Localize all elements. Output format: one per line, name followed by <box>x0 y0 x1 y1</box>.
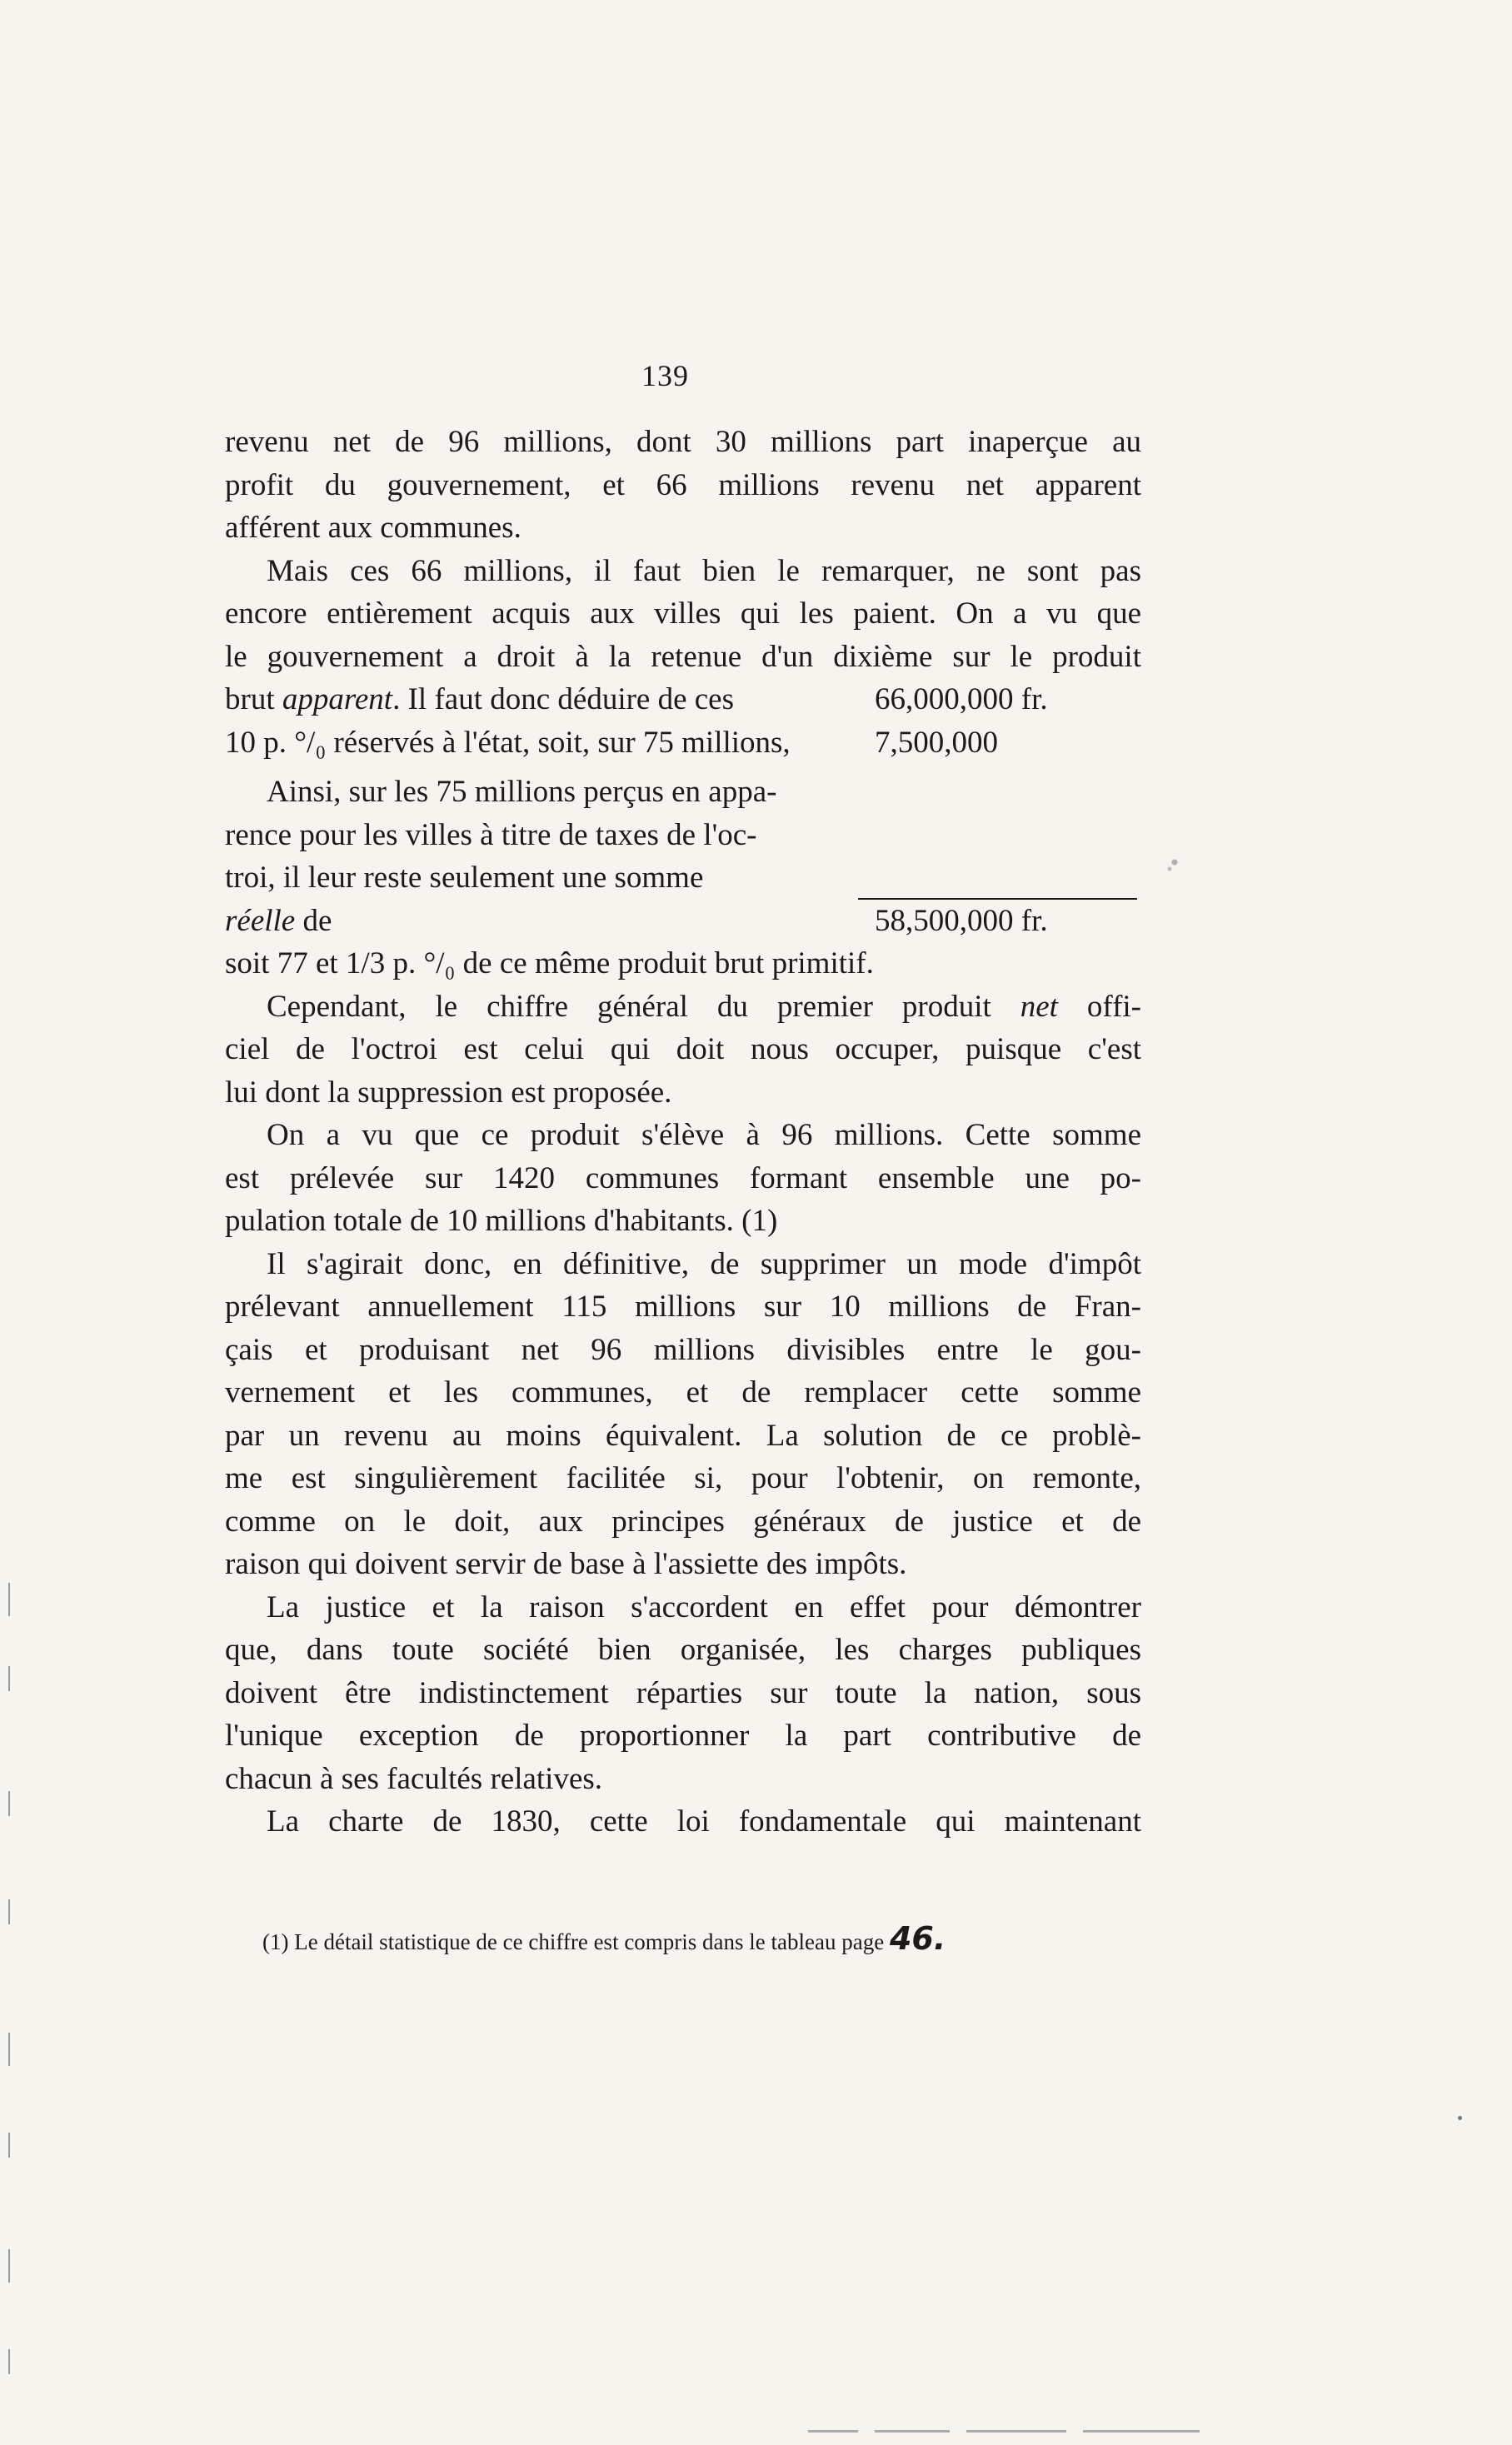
text-line: revenu net de 96 millions, dont 30 millions part inaperçue au <box>225 425 1141 459</box>
amount-gross: 66,000,000 fr. <box>875 682 1048 716</box>
amount-net: 58,500,000 fr. <box>875 903 1048 938</box>
handwritten-page-ref: 46. <box>889 1920 946 1957</box>
text-line-with-rule: troi, il leur reste seulement une somme <box>225 856 1141 900</box>
margin-mark <box>8 2249 10 2283</box>
text-line: çais et produisant net 96 millions divisibles entre le gou- <box>225 1332 1141 1367</box>
paper-stain <box>1162 846 1187 879</box>
text-line: raison qui doivent servir de base à l'assiette des impôts. <box>225 1547 907 1581</box>
footnote <box>262 1920 946 1957</box>
text-line: Ainsi, sur les 75 millions perçus en appa- <box>267 775 777 809</box>
text-line: La charte de 1830, cette loi fondamentale qui maintenant <box>267 1804 1141 1839</box>
deduction-line-2 <box>225 721 1141 765</box>
margin-mark <box>8 1666 10 1691</box>
text-line: comme on le doit, aux principes généraux de justice et de <box>225 1504 1141 1539</box>
paper-speck <box>1458 2116 1462 2120</box>
text-line: soit 77 et 1/3 p. °/₀ de ce même produit brut primitif. <box>225 946 874 980</box>
text-line: ciel de l'octroi est celui qui doit nous occuper, puisque c'est <box>225 1032 1141 1066</box>
text-line: l'unique exception de proportionner la part contributive de <box>225 1719 1141 1753</box>
scan-artifact <box>808 2430 858 2433</box>
amount-reserved: 7,500,000 <box>875 725 998 760</box>
scan-artifact <box>1083 2430 1200 2433</box>
body-text <box>225 421 1141 1844</box>
text-line: que, dans toute société bien organisée, les charges publiques <box>225 1633 1141 1667</box>
margin-mark <box>8 2033 10 2066</box>
deduction-label: 10 p. °/₀ réservés à l'état, soit, sur 75 millions, <box>225 725 791 760</box>
deduction-label: brut apparent. Il faut donc déduire de ces <box>225 682 735 716</box>
text-line: On a vu que ce produit s'élève à 96 millions. Cette somme <box>267 1118 1141 1152</box>
margin-mark <box>8 2349 10 2374</box>
text-line: Il s'agirait donc, en définitive, de supprimer un mode d'impôt <box>267 1246 1141 1281</box>
margin-mark <box>8 1791 10 1816</box>
text-line: vernement et les communes, et de remplacer cette somme <box>225 1375 1141 1410</box>
net-result-line: réelle de 58,500,000 fr. <box>225 900 1141 943</box>
text-line: rence pour les villes à titre de taxes de l'oc- <box>225 817 757 852</box>
text-line: chacun à ses facultés relatives. <box>225 1761 603 1796</box>
margin-mark <box>8 1583 10 1616</box>
text-line: profit du gouvernement, et 66 millions revenu net apparent <box>225 467 1141 502</box>
text-line: est prélevée sur 1420 communes formant ensemble une po- <box>225 1160 1141 1195</box>
text-line: me est singulièrement facilitée si, pour l'obtenir, on remonte, <box>225 1461 1141 1495</box>
text-line: Mais ces 66 millions, il faut bien le remarquer, ne sont pas <box>267 553 1141 588</box>
margin-mark <box>8 2133 10 2158</box>
scan-artifact <box>966 2430 1066 2433</box>
text-line: prélevant annuellement 115 millions sur 10 millions de Fran- <box>225 1290 1141 1324</box>
footnote-text: (1) Le détail statistique de ce chiffre est compris dans le tableau page <box>262 1929 885 1954</box>
text-line: La justice et la raison s'accordent en effet pour démontrer <box>267 1589 1141 1624</box>
text-line: afférent aux communes. <box>225 511 521 545</box>
page-number: 139 <box>641 359 689 392</box>
text-line: Cependant, le chiffre général du premier produit net offi- <box>267 989 1141 1024</box>
deduction-line-1 <box>225 678 1141 721</box>
text-line: doivent être indistinctement réparties sur toute la nation, sous <box>225 1675 1141 1710</box>
margin-mark <box>8 1899 10 1924</box>
text-line: lui dont la suppression est proposée. <box>225 1075 672 1110</box>
text-line: encore entièrement acquis aux villes qui les paient. On a vu que <box>225 596 1141 631</box>
text-line: pulation totale de 10 millions d'habitants. (1) <box>225 1204 778 1238</box>
text-line: le gouvernement a droit à la retenue d'un dixième sur le produit <box>225 639 1141 674</box>
scan-artifact <box>875 2430 950 2433</box>
text-line: par un revenu au moins équivalent. La solution de ce problè- <box>225 1418 1141 1453</box>
